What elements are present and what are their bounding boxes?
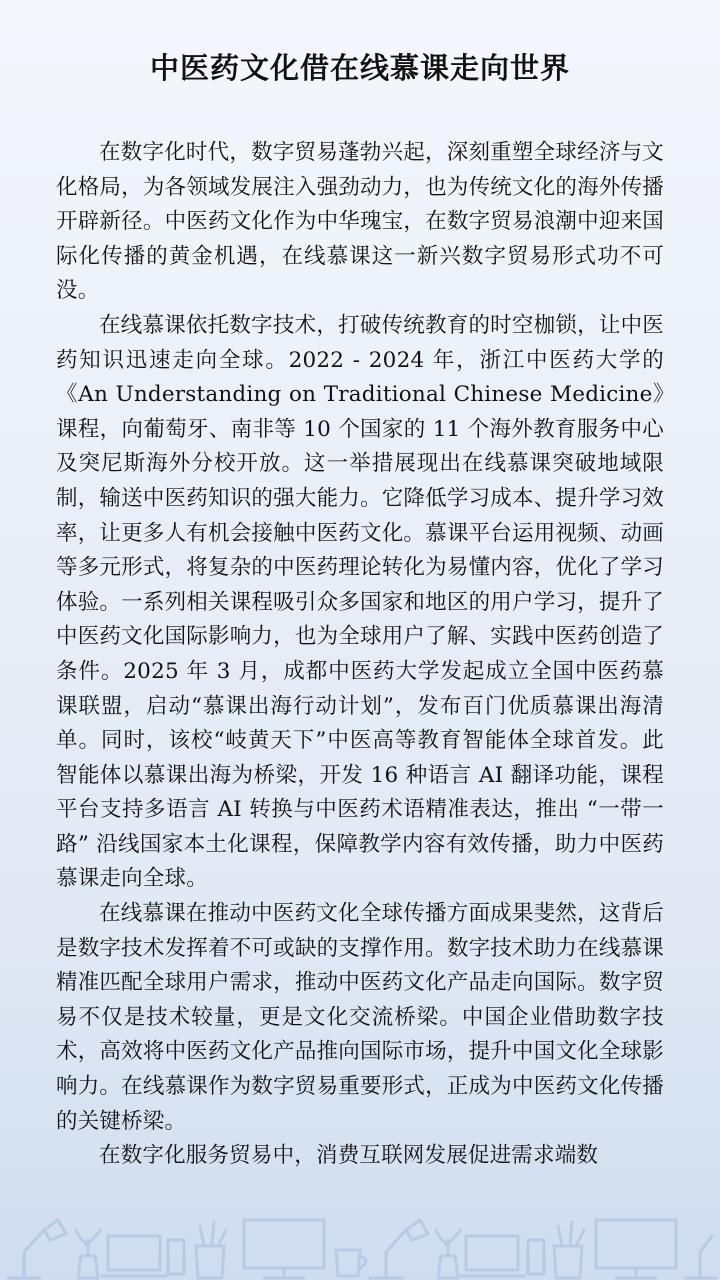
- desk-items-decoration: [0, 1190, 720, 1280]
- paragraph-1: 在数字化时代，数字贸易蓬勃兴起，深刻重塑全球经济与文化格局，为各领域发展注入强劲动力，也为传统文化的海外传播开辟新径。中医药文化作为中华瑰宝，在数字贸易浪潮中迎来国际化传播的黄金机遇，在线慕课这一新兴数字贸易形式功不可没。: [56, 140, 664, 304]
- page-title: 中医药文化借在线慕课走向世界: [149, 51, 570, 85]
- paragraph-4: 在数字化服务贸易中，消费互联网发展促进需求端数: [99, 1143, 599, 1169]
- article-body: [56, 136, 664, 1174]
- paragraph-3: 在线慕课在推动中医药文化全球传播方面成果斐然，这背后是数字技术发挥着不可或缺的支撑作用。数字技术助力在线慕课精准匹配全球用户需求，推动中医药文化产品走向国际。数字贸易不仅是技术较量，更是文化交流桥梁。中国企业借助数字技术，高效将中医药文化产品推向国际市场，提升中国文化全球影响力。在线慕课作为数字贸易重要形式，正成为中医药文化传播的关键桥梁。: [56, 901, 664, 1134]
- paragraph-2: 在线慕课依托数字技术，打破传统教育的时空枷锁，让中医药知识迅速走向全球。2022 - 2024 年，浙江中医药大学的《An Understanding on Traditional Chinese Medicine》课程，向葡萄牙、南非等 10 个国家的 11 个海外教育服务中心及突尼斯海外分校开放。这一举措展现出在线慕课突破地域限制，输送中医药知识的强大能力。它降低学习成本、提升学习效率，让更多人有机会接触中医药文化。慕课平台运用视频、动画等多元形式，将复杂的中医药理论转化为易懂内容，优化了学习体验。一系列相关课程吸引众多国家和地区的用户学习，提升了中医药文化国际影响力，也为全球用户了解、实践中医药创造了条件。2025 年 3 月，成都中医药大学发起成立全国中医药慕课联盟，启动“慕课出海行动计划”，发布百门优质慕课出海清单。同时，该校“岐黄天下”中医高等教育智能体全球首发。此智能体以慕课出海为桥梁，开发 16 种语言 AI 翻译功能，课程平台支持多语言 AI 转换与中医药术语精准表达，推出 “一带一路” 沿线国家本土化课程，保障教学内容有效传播，助力中医药慕课走向全球。: [56, 312, 664, 892]
